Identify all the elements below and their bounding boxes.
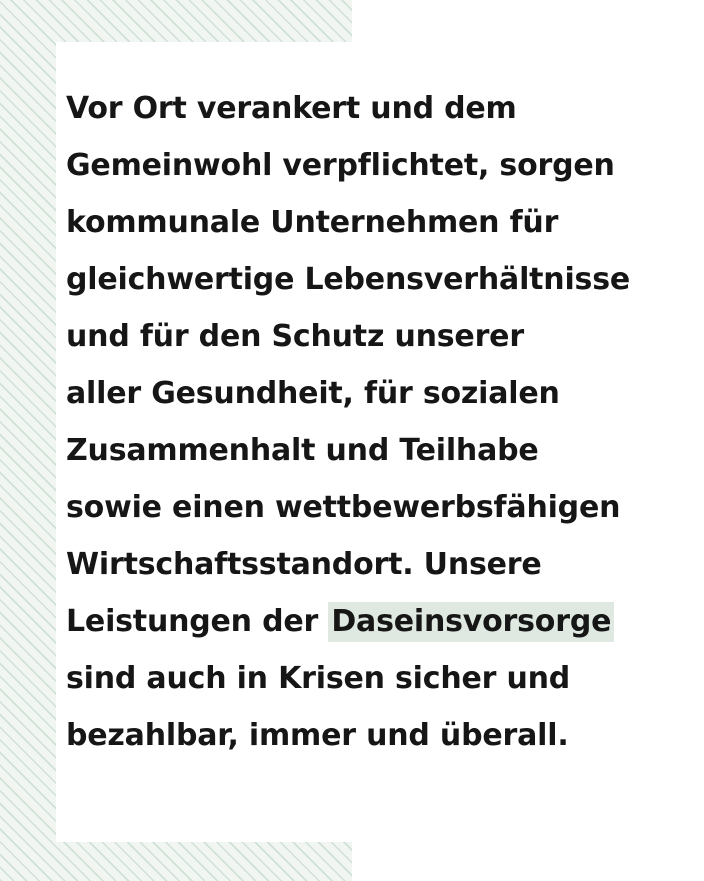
statement-line: aller Gesundheit, für sozialen: [66, 376, 560, 411]
statement-text-block: [66, 80, 666, 764]
statement-line: kommunale Unternehmen für: [66, 205, 559, 240]
statement-line: gleichwertige Lebensverhältnisse: [66, 262, 630, 297]
statement-line: Gemeinwohl verpflichtet, sorgen: [66, 148, 615, 183]
statement-line: bezahlbar, immer und überall.: [66, 718, 569, 753]
statement-line: und für den Schutz unserer: [66, 319, 524, 354]
statement-line: sind auch in Krisen sicher und: [66, 661, 571, 696]
statement-line: Vor Ort verankert und dem: [66, 91, 517, 126]
statement-line-with-highlight: [66, 593, 666, 650]
statement-line: sowie einen wettbewerbsfähigen: [66, 490, 621, 525]
highlighted-term: Daseinsvorsorge: [328, 602, 614, 642]
statement-line: Wirtschaftsstandort. Unsere: [66, 547, 542, 582]
statement-line-prefix: Leistungen der: [66, 604, 329, 639]
statement-line: Zusammenhalt und Teilhabe: [66, 433, 539, 468]
